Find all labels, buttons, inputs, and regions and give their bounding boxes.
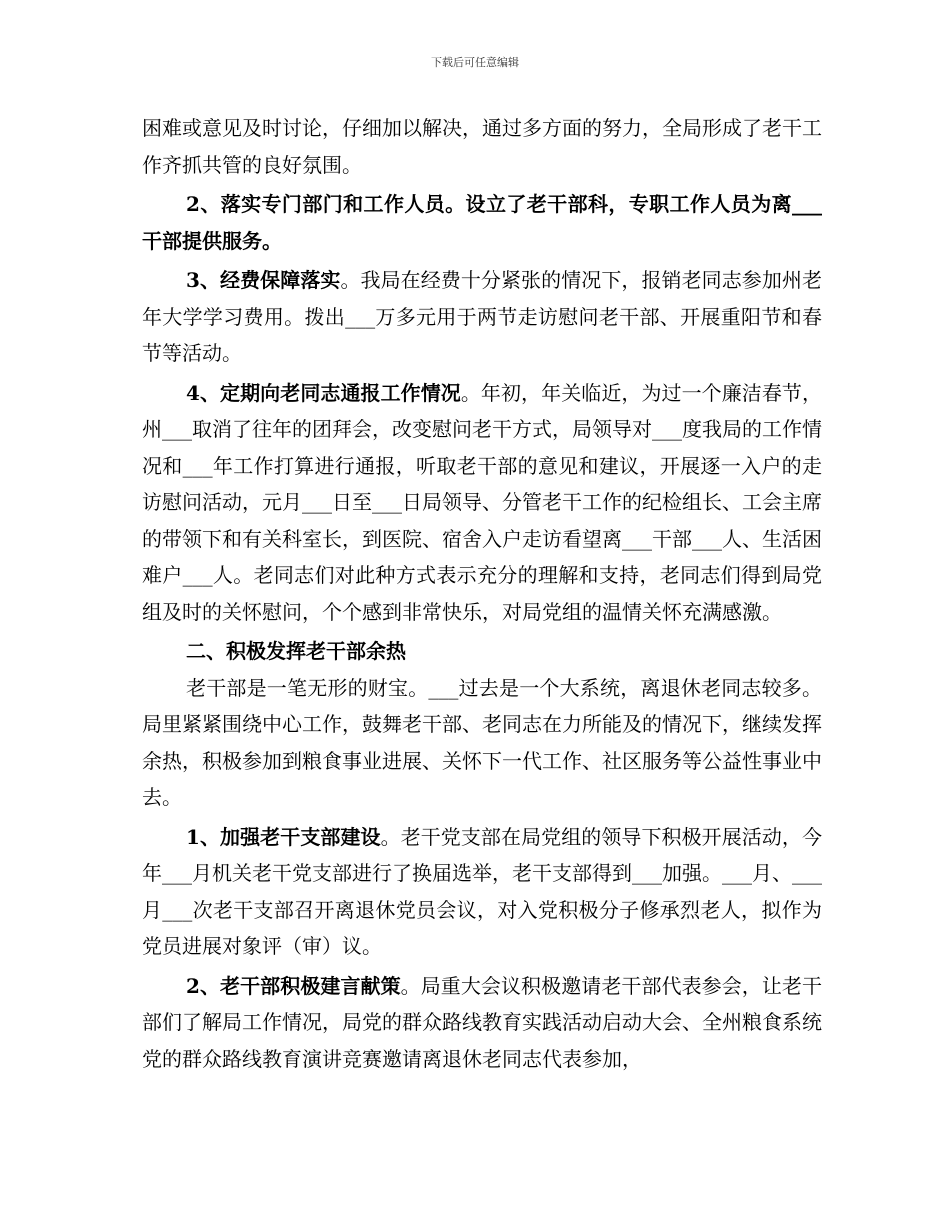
paragraph-1: [142, 186, 822, 259]
paragraph-7: [142, 968, 822, 1078]
paragraph-text: 。局重大会议积极邀请老干部代表参会，让老干部们了解局工作情况，局党的群众路线教育实践活动启动大会、全州粮食系统党的群众路线教育演讲竞赛邀请离退休老同志代表参加，: [142, 973, 822, 1071]
paragraph-text: 。年初，年关临近，为过一个廉洁春节，州___取消了往年的团拜会，改变慰问老干方式，局领导对___度我局的工作情况和___年工作打算进行通报，听取老干部的意见和建议，开展逐一入户的走访慰问活动，元月___日至___日局领导、分管老干工作的纪检组长、工会主席的带领下和有关科室长，到医院、宿舍入户走访看望离___干部___人、生活困难户___人。老同志们对此种方式表示充分的理解和支持，老同志们得到局党组及时的关怀慰问，个个感到非常快乐，对局党组的温情关怀充满感激。: [142, 380, 822, 624]
section-heading: [142, 633, 822, 670]
section-heading-text: 二、积极发挥老干部余热: [186, 639, 406, 663]
paragraph-heading: 3、经费保障落实: [186, 268, 341, 292]
paragraph-heading: 2、老干部积极建言献策: [186, 973, 401, 998]
paragraph-text: 。老干党支部在局党组的领导下积极开展活动，今年___月机关老干党支部进行了换届选举，老干支部得到___加强。___月、___月___次老干支部召开离退休党员会议，对入党积极分子修承烈老人，拟作为党员进展对象评（审）议。: [142, 824, 823, 958]
paragraph-6: [142, 819, 822, 965]
paragraph-heading: 2、落实专门部门和工作人员。设立了老干部科，专职工作人员为离___干部提供服务。: [142, 192, 822, 253]
paragraph-text: 。我局在经费十分紧张的情况下，报销老同志参加州老年大学学习费用。拨出___万多元用于两节走访慰问老干部、开展重阳节和春节等活动。: [142, 268, 822, 365]
paragraph-heading: 1、加强老干支部建设: [186, 824, 381, 849]
paragraph-5: [142, 670, 822, 816]
paragraph-text: 老干部是一笔无形的财宝。___过去是一个大系统，离退休老同志较多。局里紧紧围绕中心工作，鼓舞老干部、老同志在力所能及的情况下，继续发挥余热，积极参加到粮食事业进展、关怀下一代工作、社区服务等公益性事业中去。: [142, 675, 822, 809]
paragraph-heading: 4、定期向老同志通报工作情况: [186, 380, 461, 405]
paragraph-3: [142, 375, 822, 631]
document-body: [142, 110, 822, 1077]
paragraph-text: 困难或意见及时讨论，仔细加以解决，通过多方面的努力，全局形成了老干工作齐抓共管的良好氛围。: [142, 116, 822, 177]
paragraph-0: [142, 110, 822, 183]
page-header: 下载后可任意编辑: [431, 56, 519, 69]
paragraph-2: [142, 262, 822, 372]
